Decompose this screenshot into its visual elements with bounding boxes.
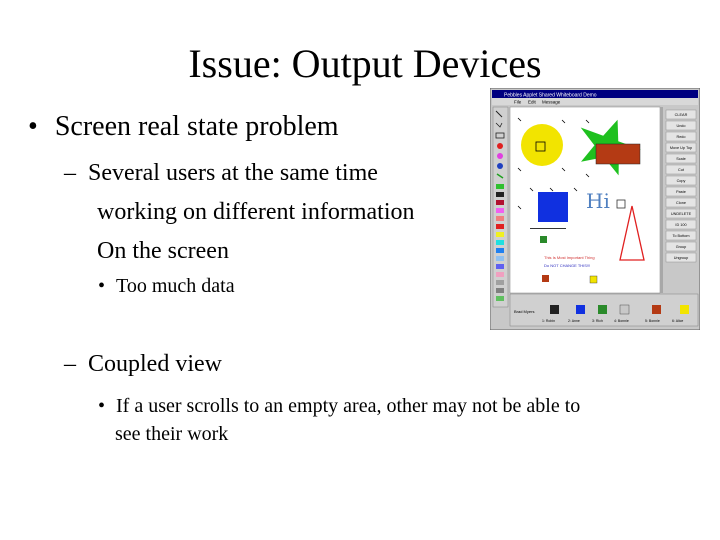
screenshot-button-label: Clone <box>676 201 686 206</box>
screenshot-button-label: Cut <box>678 168 684 173</box>
screenshot-button-label: Group <box>675 245 687 250</box>
slide-title: Issue: Output Devices <box>188 41 542 86</box>
subsub-bullet-scrolls <box>98 392 698 448</box>
red-rectangle[interactable] <box>596 144 640 164</box>
user-tag-3: 3: Rich <box>592 319 603 323</box>
menu-edit[interactable]: Edit <box>528 99 536 105</box>
sub-bullet-coupled-view <box>64 348 222 380</box>
sub-bullet-several-users <box>64 154 414 271</box>
user-marker-red <box>542 275 549 282</box>
dash-marker: – <box>64 351 76 377</box>
screenshot-button-label: Move Up Top <box>669 146 693 151</box>
user-tag-1: 1: Robin <box>542 319 556 323</box>
screenshot-button-label: Paste <box>676 190 686 195</box>
screenshot-button-label: Redo <box>676 135 686 140</box>
sub-bullet-line1: Several users at the same time <box>88 160 378 186</box>
screenshot-button-label: CLEAR <box>674 113 688 118</box>
bullet-screen-real-estate <box>28 110 339 144</box>
whiteboard-screenshot <box>490 88 700 330</box>
subsub-bullet-too-much-data <box>98 272 235 300</box>
screenshot-button-label: UNDELETE <box>670 212 692 217</box>
menu-file[interactable]: File <box>514 99 522 105</box>
menu-message[interactable]: Message <box>542 99 561 105</box>
dot-marker: • <box>98 275 106 297</box>
menu-bar <box>492 98 698 105</box>
canvas-scrollbar[interactable] <box>660 107 663 293</box>
hi-text[interactable]: Hi <box>586 189 610 213</box>
user-marker-yellow <box>590 276 597 283</box>
dot-marker: • <box>98 395 106 417</box>
selection-line <box>530 228 566 229</box>
bullet-marker: • <box>28 111 38 142</box>
screenshot-button-label: To Bottom <box>672 234 690 239</box>
user-tag-5: 5: Bonnie <box>645 319 660 323</box>
blue-square[interactable] <box>538 192 568 222</box>
subsub-bullet-line1: If a user scrolls to an empty area, other may not be able to <box>116 395 581 417</box>
screenshot-button-label: Scale <box>676 157 686 162</box>
subsub-bullet-line2: see their work <box>115 423 229 445</box>
sub-bullet-text: Coupled view <box>88 351 222 377</box>
bullet-text: Screen real state problem <box>54 111 339 142</box>
yellow-circle[interactable] <box>521 124 563 166</box>
screenshot-button-label: Undo <box>676 124 686 129</box>
user-marker-green <box>540 236 547 243</box>
user-tag-4: 4: Bonnie <box>614 319 629 323</box>
note-do-not-change[interactable]: Do NOT CHANGE THIS!!! <box>544 263 591 268</box>
sub-bullet-line2: working on different information <box>97 199 415 225</box>
user-tag-2: 2: Anne <box>568 319 580 323</box>
window-title: Pebbles Applet Shared Whiteboard Demo <box>504 92 597 99</box>
subsub-bullet-text: Too much data <box>116 275 235 297</box>
bottom-user-label: Brad Myers <box>514 309 535 314</box>
screenshot-button-label: ID 100 <box>675 223 687 228</box>
sub-bullet-line3: On the screen <box>97 238 229 264</box>
dash-marker: – <box>64 160 76 186</box>
screenshot-button-label: Ungroup <box>673 256 689 261</box>
user-tag-6: 6: Alice <box>672 319 684 323</box>
note-important[interactable]: This Is Most Important Thing <box>544 255 595 260</box>
screenshot-button-label: Copy <box>676 179 686 184</box>
